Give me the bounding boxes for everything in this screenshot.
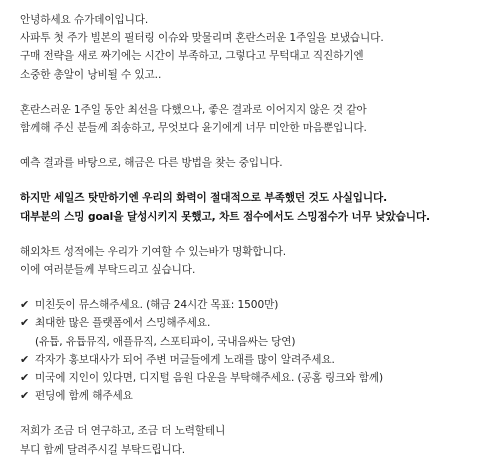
checklist-item [20,369,480,387]
text-line: 구매 전략을 새로 짜기에는 시간이 부족하고, 그렇다고 무턱대고 직진하기엔 [20,50,364,63]
text-line: 해외차트 성적에는 우리가 기여할 수 있는바가 명확합니다. [20,245,287,258]
checklist-item [20,296,480,314]
paragraph-5 [20,243,480,279]
checkmark-icon: ✔ [20,298,30,312]
paragraph-3 [20,154,480,172]
request-checklist [20,296,480,405]
text-line: 예측 결과를 바탕으로, 해금은 다른 방법을 찾는 중입니다. [20,157,283,170]
checkmark-icon: ✔ [20,371,30,385]
checklist-item [20,351,480,369]
checklist-item [20,314,480,332]
checkmark-icon: ✔ [20,389,30,403]
paragraph-4 [20,189,480,225]
text-line: 하지만 세일즈 탓만하기엔 우리의 화력이 절대적으로 부족했던 것도 사실입니다. [20,192,388,205]
text-line: 혼란스러운 1주일 동안 최선을 다했으나, 좋은 결과로 이어지지 않은 것 같아 [20,103,367,116]
text-line: 안녕하세요 슈가데이입니다. [20,14,149,26]
checklist-subitem [20,333,480,351]
text-line: 대부분의 스밍 goal을 달성시키지 못했고, 차트 점수에서도 스밍점수가 너무 낮았습니다. [20,210,430,223]
text-line: 소중한 총알이 낭비될 수 있고.. [20,68,162,81]
checklist-item-text: 최대한 많은 플랫폼에서 스밍해주세요. [35,317,211,330]
notice-body [20,11,480,279]
checklist-item [20,387,480,405]
text-line: 함께해 주신 분들께 죄송하고, 무엇보다 윤기에게 너무 미안한 마음뿐입니다. [20,122,367,135]
closing-line: 저희가 조금 더 연구하고, 조금 더 노력할테니 [20,425,226,438]
paragraph-2 [20,101,480,137]
checkmark-icon: ✔ [20,352,30,366]
paragraph-1 [20,11,480,84]
closing-paragraph [20,422,480,458]
checklist-item-text: 펀딩에 함께 해주세요 [35,390,133,403]
checklist-item-text: 미친듯이 뮤스해주세요. (해금 24시간 목표: 1500만) [35,299,279,312]
checklist-item-text: 미국에 지인이 있다면, 디지털 음원 다운을 부탁해주세요. (공홈 링크와 함께) [35,372,384,385]
checklist-item-text: 각자가 홍보대사가 되어 주변 머글들에게 노래를 많이 알려주세요. [35,353,335,366]
text-line: 사파투 첫 주가 빌본의 필터링 이슈와 맞물리며 혼란스러운 1주일을 보냈습니다. [20,32,384,45]
text-line: 이에 여러분들께 부탁드리고 싶습니다. [20,264,196,277]
closing-line: 부디 함께 달려주시길 부탁드립니다. [20,443,186,456]
checklist-item-text: (유튭, 유튭뮤직, 애플뮤직, 스포티파이, 국내음싸는 당연) [35,335,296,348]
checkmark-icon: ✔ [20,316,30,330]
